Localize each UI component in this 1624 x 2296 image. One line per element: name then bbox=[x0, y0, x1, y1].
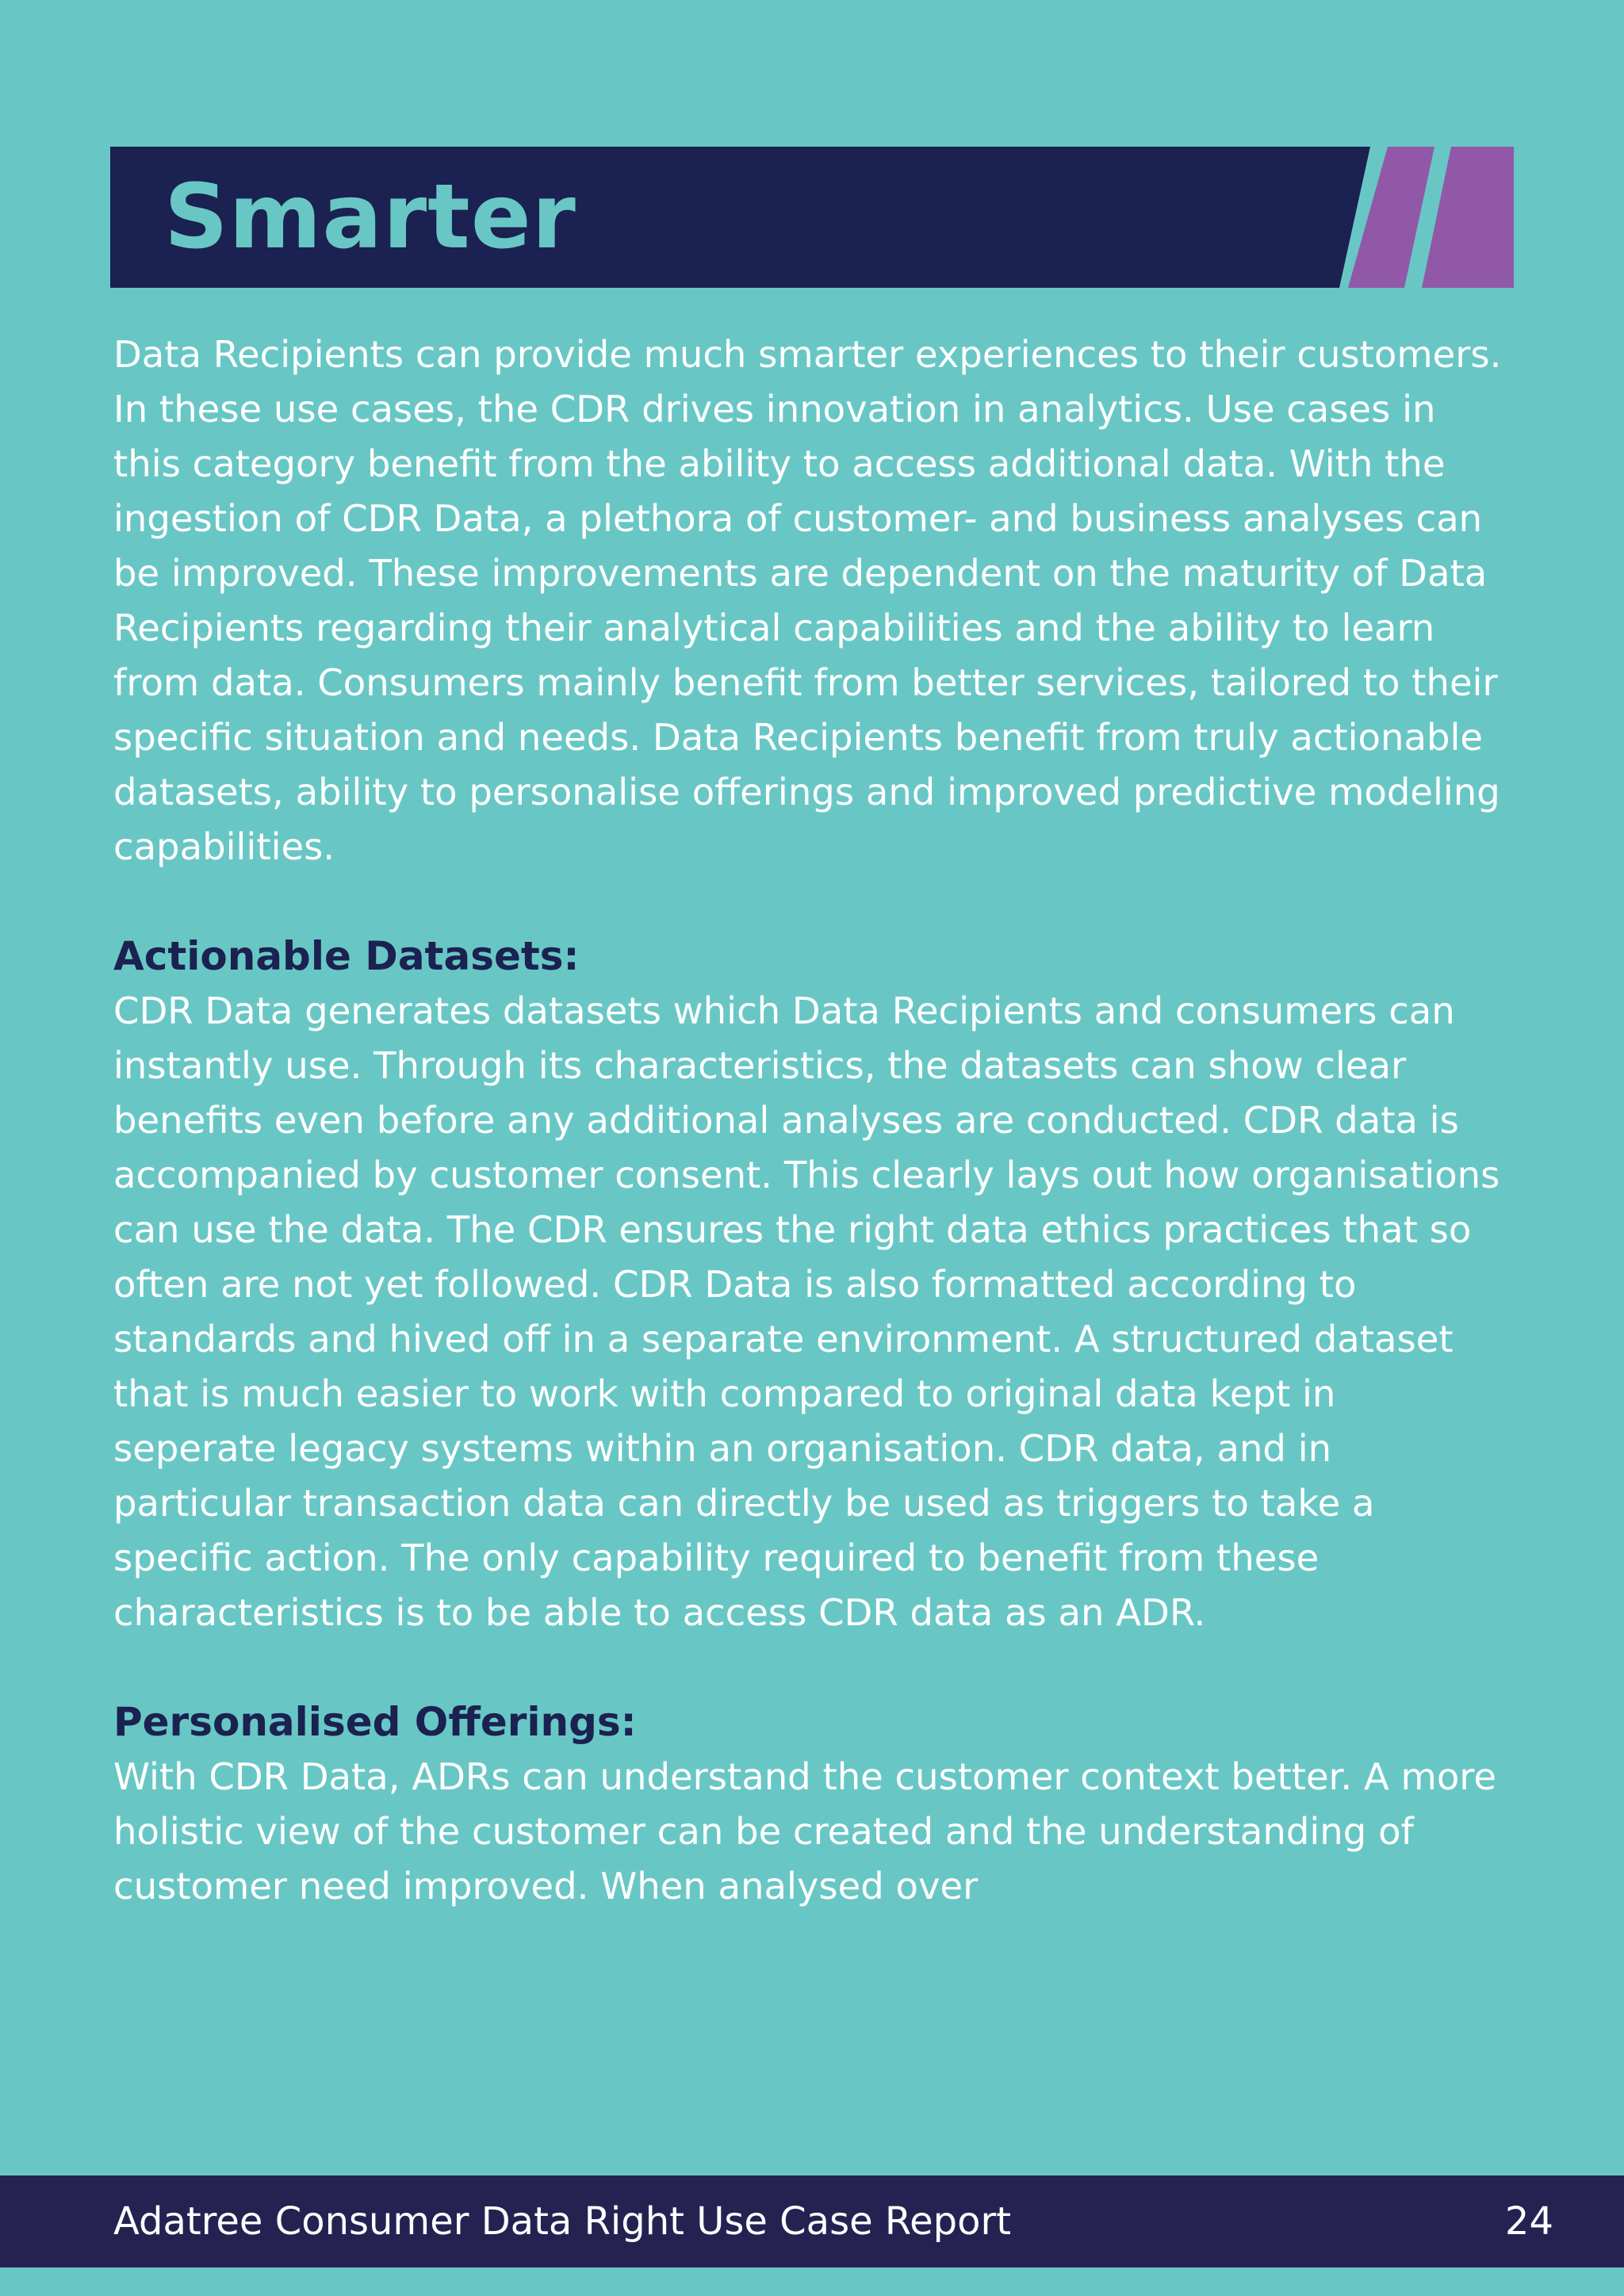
page-number: 24 bbox=[1504, 2199, 1553, 2244]
section-body-actionable-datasets: CDR Data generates datasets which Data Recipients and consumers can instantly use. Through its characteristics, the datasets can show clear benefits even before any additional analyses are conducted. CDR data is accompanied by customer consent. This clearly lays out how organisations can use the data. The CDR ensures the right data ethics practices that so often are not yet followed. CDR Data is also formatted according to standards and hived off in a separate environment. A structured dataset that is much easier to work with compared to original data kept in seperate legacy systems within an organisation. CDR data, and in particular transaction data can directly be used as triggers to take a specific action. The only capability required to benefit from these characteristics is to be able to access CDR data as an ADR. bbox=[113, 989, 1500, 1634]
section-spacer bbox=[113, 874, 1509, 929]
section-body-personalised-offerings: With CDR Data, ADRs can understand the customer context better. A more holistic view of the customer can be created and the understanding of customer need improved. When analysed over bbox=[113, 1755, 1496, 1908]
page-footer bbox=[0, 2175, 1624, 2267]
intro-paragraph: Data Recipients can provide much smarter experiences to their customers. In these use cases, the CDR drives innovation in analytics. Use cases in this category benefit from the ability to access additional data. With the ingestion of CDR Data, a plethora of customer- and business analyses can be improved. These improvements are dependent on the maturity of Data Recipients regarding their analytical capabilities and the ability to learn from data. Consumers mainly benefit from better services, tailored to their specific situation and needs. Data Recipients benefit from truly actionable datasets, ability to personalise offerings and improved predictive modeling capabilities. bbox=[113, 333, 1502, 868]
main-content bbox=[113, 327, 1509, 1914]
footer-report-title: Adatree Consumer Data Right Use Case Report bbox=[113, 2199, 1012, 2244]
section-heading-actionable-datasets: Actionable Datasets: bbox=[113, 933, 580, 979]
page-title: Smarter bbox=[164, 166, 576, 269]
section-heading-personalised-offerings: Personalised Offerings: bbox=[113, 1699, 637, 1745]
section-spacer bbox=[113, 1640, 1509, 1695]
accent-stripe-right bbox=[1422, 147, 1514, 288]
header-banner bbox=[110, 147, 1514, 288]
